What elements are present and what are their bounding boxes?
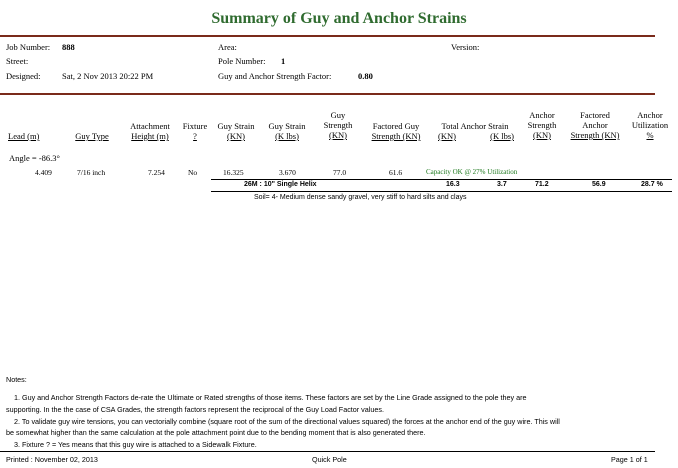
anchor-name: 26M : 10" Single Helix (244, 181, 317, 188)
cell-guy-type: 7/16 inch (77, 168, 106, 177)
header-total-anchor-kn: (KN) (438, 131, 456, 141)
cell-guy-strain-kn: 16.325 (223, 168, 244, 177)
angle-label: Angle = -86.3° (9, 153, 60, 163)
notes-heading: Notes: (6, 375, 27, 384)
footer-page: Page 1 of 1 (611, 455, 648, 464)
title-rule (0, 35, 655, 37)
note-1-line-1: 1. Guy and Anchor Strength Factors de-rate the Ultimate or Rated strengths of those items. These factors are set by the Line Grade assigned to the pole they are (14, 393, 527, 402)
capacity-status: Capacity OK @ 27% Utilization (426, 168, 518, 176)
footer-printed: Printed : November 02, 2013 (6, 455, 98, 464)
note-2-line-2: be somewhat higher than the same calculation at the pole attachment point due to the bending moment that is also generated there. (6, 428, 426, 437)
designed-label: Designed: (6, 71, 41, 81)
cell-lead: 4.409 (35, 168, 52, 177)
header-guy-strain-kn: Guy Strain (KN) (217, 121, 255, 141)
note-3: 3. Fixture ? = Yes means that this guy wire is attached to a Sidewalk Fixture. (14, 440, 257, 449)
cell-fixture: No (188, 168, 198, 177)
anchor-row-bottom-rule (211, 191, 672, 192)
soil-description: Soil= 4- Medium dense sandy gravel, very stiff to hard silts and clays (254, 194, 467, 201)
header-attachment-height: Attachment Height (m) (130, 121, 170, 141)
header-guy-strength: Guy Strength (KN) (323, 110, 353, 140)
anchor-utilization: 28.7 % (641, 181, 663, 188)
header-factored-guy-strength: Factored Guy Strength (KN) (371, 121, 421, 141)
version-label: Version: (451, 42, 480, 52)
report-title: Summary of Guy and Anchor Strains (211, 10, 467, 27)
anchor-factored-strength: 56.9 (592, 181, 606, 188)
anchor-total-klbs: 3.7 (497, 181, 507, 188)
cell-attachment-height: 7.254 (148, 168, 165, 177)
header-factored-anchor-strength: Factored Anchor Strength (KN) (570, 110, 620, 140)
header-total-anchor-klbs: (K lbs) (490, 131, 514, 141)
header-lead: Lead (m) (8, 131, 40, 141)
header-guy-type: Guy Type (75, 131, 109, 141)
note-2-line-1: 2. To validate guy wire tensions, you can vectorially combine (square root of the sum of the directional values squared) the forces at the anchor end of the guy wire. This will (14, 417, 560, 426)
header-guy-strain-klbs: Guy Strain (K lbs) (268, 121, 306, 141)
cell-guy-strength: 77.0 (333, 168, 347, 177)
cell-factored-guy-strength: 61.6 (389, 168, 403, 177)
anchor-row-top-rule (211, 179, 672, 180)
anchor-total-kn: 16.3 (446, 181, 460, 188)
designed-value: Sat, 2 Nov 2013 20:22 PM (62, 71, 154, 81)
job-number-value: 888 (62, 42, 75, 52)
job-number-label: Job Number: (6, 42, 51, 52)
header-anchor-strength: Anchor Strength (KN) (527, 110, 557, 140)
street-label: Street: (6, 56, 29, 66)
strength-factor-label: Guy and Anchor Strength Factor: (218, 71, 332, 81)
pole-number-label: Pole Number: (218, 56, 266, 66)
note-1-line-2: supporting. In the the case of CSA Grades, the strength factors represent the reciprocal of the Guy Load Factor values. (6, 405, 384, 414)
header-total-anchor-strain: Total Anchor Strain (KN) (K lbs) (438, 121, 514, 141)
cell-guy-strain-klbs: 3.670 (279, 168, 296, 177)
footer-app-name: Quick Pole (312, 455, 347, 464)
header-fixture: Fixture ? (182, 121, 208, 141)
pole-number-value: 1 (281, 56, 286, 66)
info-rule (0, 93, 655, 95)
strength-factor-value: 0.80 (358, 71, 373, 81)
header-anchor-utilization: Anchor Utilization % (631, 110, 669, 140)
footer-rule (0, 451, 655, 452)
area-label: Area: (218, 42, 237, 52)
anchor-strength: 71.2 (535, 181, 549, 188)
